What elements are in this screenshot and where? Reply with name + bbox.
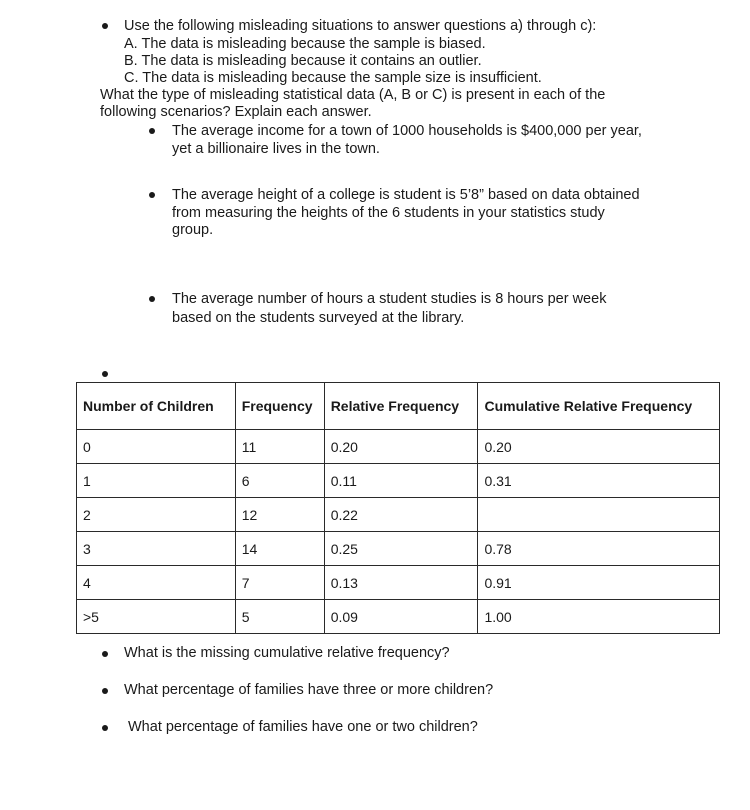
question-line-1: What the type of misleading statistical data (A, B or C) is present in each of the [100, 87, 606, 103]
table-row [77, 498, 720, 532]
cell-cumulative: 0.78 [478, 532, 720, 566]
table-row [77, 566, 720, 600]
cell-frequency: 12 [235, 498, 324, 532]
bullet-icon [102, 688, 108, 694]
bullet-icon [102, 23, 108, 29]
table-row [77, 464, 720, 498]
header-cumulative-relative-frequency: Cumulative Relative Frequency [478, 383, 720, 430]
cell-cumulative: 0.91 [478, 566, 720, 600]
table-row [77, 430, 720, 464]
cell-children: 0 [77, 430, 236, 464]
cell-cumulative: 0.31 [478, 464, 720, 498]
bullet-icon [149, 296, 155, 302]
header-relative-frequency: Relative Frequency [324, 383, 478, 430]
cell-cumulative-missing [478, 498, 720, 532]
bullet-icon [102, 371, 108, 377]
scenario-3-line-1: The average number of hours a student studies is 8 hours per week [172, 291, 607, 307]
header-frequency: Frequency [235, 383, 324, 430]
cell-relative-frequency: 0.20 [324, 430, 478, 464]
option-c: C. The data is misleading because the sample size is insufficient. [124, 70, 542, 86]
bullet-icon [102, 725, 108, 731]
option-a: A. The data is misleading because the sample is biased. [124, 36, 486, 52]
question-one-or-two: What percentage of families have one or two children? [128, 719, 478, 735]
cell-relative-frequency: 0.25 [324, 532, 478, 566]
cell-children: 4 [77, 566, 236, 600]
cell-relative-frequency: 0.22 [324, 498, 478, 532]
cell-cumulative: 1.00 [478, 600, 720, 634]
cell-frequency: 11 [235, 430, 324, 464]
cell-children: 3 [77, 532, 236, 566]
table-header-row [77, 383, 720, 430]
cell-cumulative: 0.20 [478, 430, 720, 464]
cell-children: >5 [77, 600, 236, 634]
question-three-or-more: What percentage of families have three or more children? [124, 682, 494, 698]
scenario-3-line-2: based on the students surveyed at the library. [172, 310, 465, 326]
bullet-icon [102, 651, 108, 657]
scenario-2-line-3: group. [172, 222, 214, 238]
frequency-table [76, 382, 720, 634]
cell-frequency: 5 [235, 600, 324, 634]
scenario-1-line-1: The average income for a town of 1000 households is $400,000 per year, [172, 123, 642, 139]
cell-children: 2 [77, 498, 236, 532]
cell-children: 1 [77, 464, 236, 498]
cell-relative-frequency: 0.09 [324, 600, 478, 634]
cell-frequency: 14 [235, 532, 324, 566]
intro-lead: Use the following misleading situations to answer questions a) through c): [124, 18, 597, 34]
question-missing-cumulative: What is the missing cumulative relative frequency? [124, 645, 450, 661]
table-row [77, 600, 720, 634]
cell-frequency: 7 [235, 566, 324, 600]
scenario-2-line-1: The average height of a college is student is 5’8” based on data obtained [172, 187, 640, 203]
scenario-1-line-2: yet a billionaire lives in the town. [172, 141, 380, 157]
cell-frequency: 6 [235, 464, 324, 498]
bullet-icon [149, 128, 155, 134]
bullet-icon [149, 192, 155, 198]
option-b: B. The data is misleading because it contains an outlier. [124, 53, 482, 69]
header-number-of-children: Number of Children [77, 383, 236, 430]
cell-relative-frequency: 0.13 [324, 566, 478, 600]
table-row [77, 532, 720, 566]
scenario-2-line-2: from measuring the heights of the 6 students in your statistics study [172, 205, 605, 221]
cell-relative-frequency: 0.11 [324, 464, 478, 498]
question-line-2: following scenarios? Explain each answer. [100, 104, 372, 120]
